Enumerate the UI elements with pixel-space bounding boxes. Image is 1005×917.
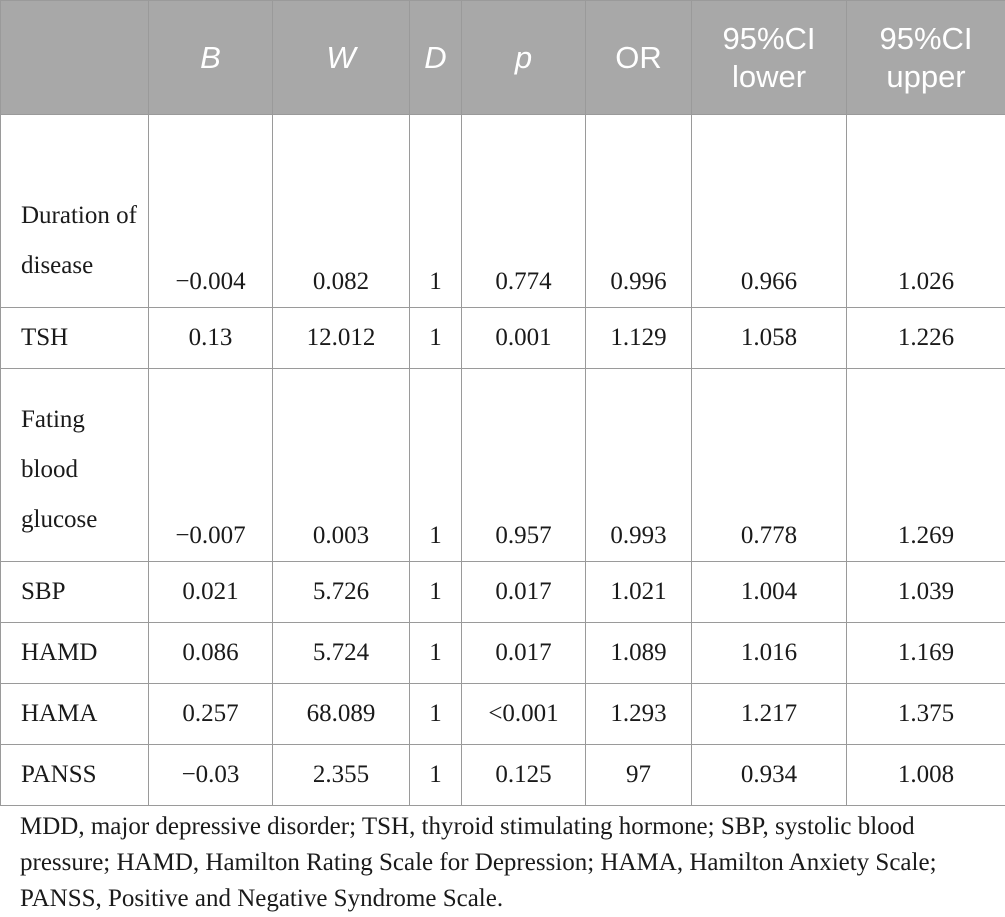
header-cell-w: W [273, 1, 410, 115]
cell-w: 12.012 [273, 308, 410, 369]
cell-p: 0.774 [462, 115, 586, 308]
cell-ci-upper: 1.039 [847, 562, 1005, 623]
row-label: Fating blood glucose [1, 369, 149, 562]
cell-p: <0.001 [462, 684, 586, 745]
table-row [1, 115, 1005, 308]
cell-ci-upper: 1.226 [847, 308, 1005, 369]
cell-d: 1 [410, 684, 462, 745]
cell-ci-upper: 1.008 [847, 745, 1005, 806]
cell-p: 0.125 [462, 745, 586, 806]
table-footnote: MDD, major depressive disorder; TSH, thyroid stimulating hormone; SBP, systolic blood pressure; HAMD, Hamilton Rating Scale for Depression; HAMA, Hamilton Anxiety Scale; PANSS, Positive and Negative Syndrome Scale. [20, 809, 995, 917]
cell-p: 0.017 [462, 623, 586, 684]
cell-d: 1 [410, 369, 462, 562]
cell-b: −0.007 [149, 369, 273, 562]
table-row [1, 369, 1005, 562]
cell-ci-lower: 1.058 [692, 308, 847, 369]
cell-b: −0.004 [149, 115, 273, 308]
table-header-row [1, 1, 1005, 115]
cell-ci-lower: 0.966 [692, 115, 847, 308]
header-cell-ci-upper: 95%CI upper [847, 1, 1005, 115]
cell-b: −0.03 [149, 745, 273, 806]
cell-w: 0.003 [273, 369, 410, 562]
cell-ci-lower: 1.004 [692, 562, 847, 623]
cell-p: 0.957 [462, 369, 586, 562]
cell-w: 5.724 [273, 623, 410, 684]
cell-d: 1 [410, 562, 462, 623]
header-cell-ci-lower: 95%CI lower [692, 1, 847, 115]
header-cell-empty [1, 1, 149, 115]
row-label: HAMA [1, 684, 149, 745]
cell-b: 0.021 [149, 562, 273, 623]
cell-w: 2.355 [273, 745, 410, 806]
table-row [1, 684, 1005, 745]
row-label: SBP [1, 562, 149, 623]
cell-b: 0.257 [149, 684, 273, 745]
cell-w: 68.089 [273, 684, 410, 745]
cell-or: 0.993 [586, 369, 692, 562]
cell-p: 0.001 [462, 308, 586, 369]
cell-ci-upper: 1.375 [847, 684, 1005, 745]
header-cell-d: D [410, 1, 462, 115]
cell-or: 1.293 [586, 684, 692, 745]
cell-ci-lower: 0.778 [692, 369, 847, 562]
table-row [1, 308, 1005, 369]
cell-w: 0.082 [273, 115, 410, 308]
cell-p: 0.017 [462, 562, 586, 623]
row-label: HAMD [1, 623, 149, 684]
header-cell-b: B [149, 1, 273, 115]
table-row [1, 562, 1005, 623]
cell-or: 97 [586, 745, 692, 806]
row-label: PANSS [1, 745, 149, 806]
cell-or: 1.089 [586, 623, 692, 684]
cell-b: 0.086 [149, 623, 273, 684]
row-label: TSH [1, 308, 149, 369]
cell-ci-lower: 1.016 [692, 623, 847, 684]
table-row [1, 623, 1005, 684]
header-cell-p: p [462, 1, 586, 115]
row-label: Duration of disease [1, 115, 149, 308]
header-cell-or: OR [586, 1, 692, 115]
cell-ci-upper: 1.026 [847, 115, 1005, 308]
cell-ci-upper: 1.269 [847, 369, 1005, 562]
cell-b: 0.13 [149, 308, 273, 369]
cell-d: 1 [410, 623, 462, 684]
cell-or: 0.996 [586, 115, 692, 308]
cell-d: 1 [410, 115, 462, 308]
cell-ci-lower: 1.217 [692, 684, 847, 745]
cell-d: 1 [410, 308, 462, 369]
table-row [1, 745, 1005, 806]
cell-or: 1.021 [586, 562, 692, 623]
cell-d: 1 [410, 745, 462, 806]
cell-ci-lower: 0.934 [692, 745, 847, 806]
cell-ci-upper: 1.169 [847, 623, 1005, 684]
cell-w: 5.726 [273, 562, 410, 623]
cell-or: 1.129 [586, 308, 692, 369]
